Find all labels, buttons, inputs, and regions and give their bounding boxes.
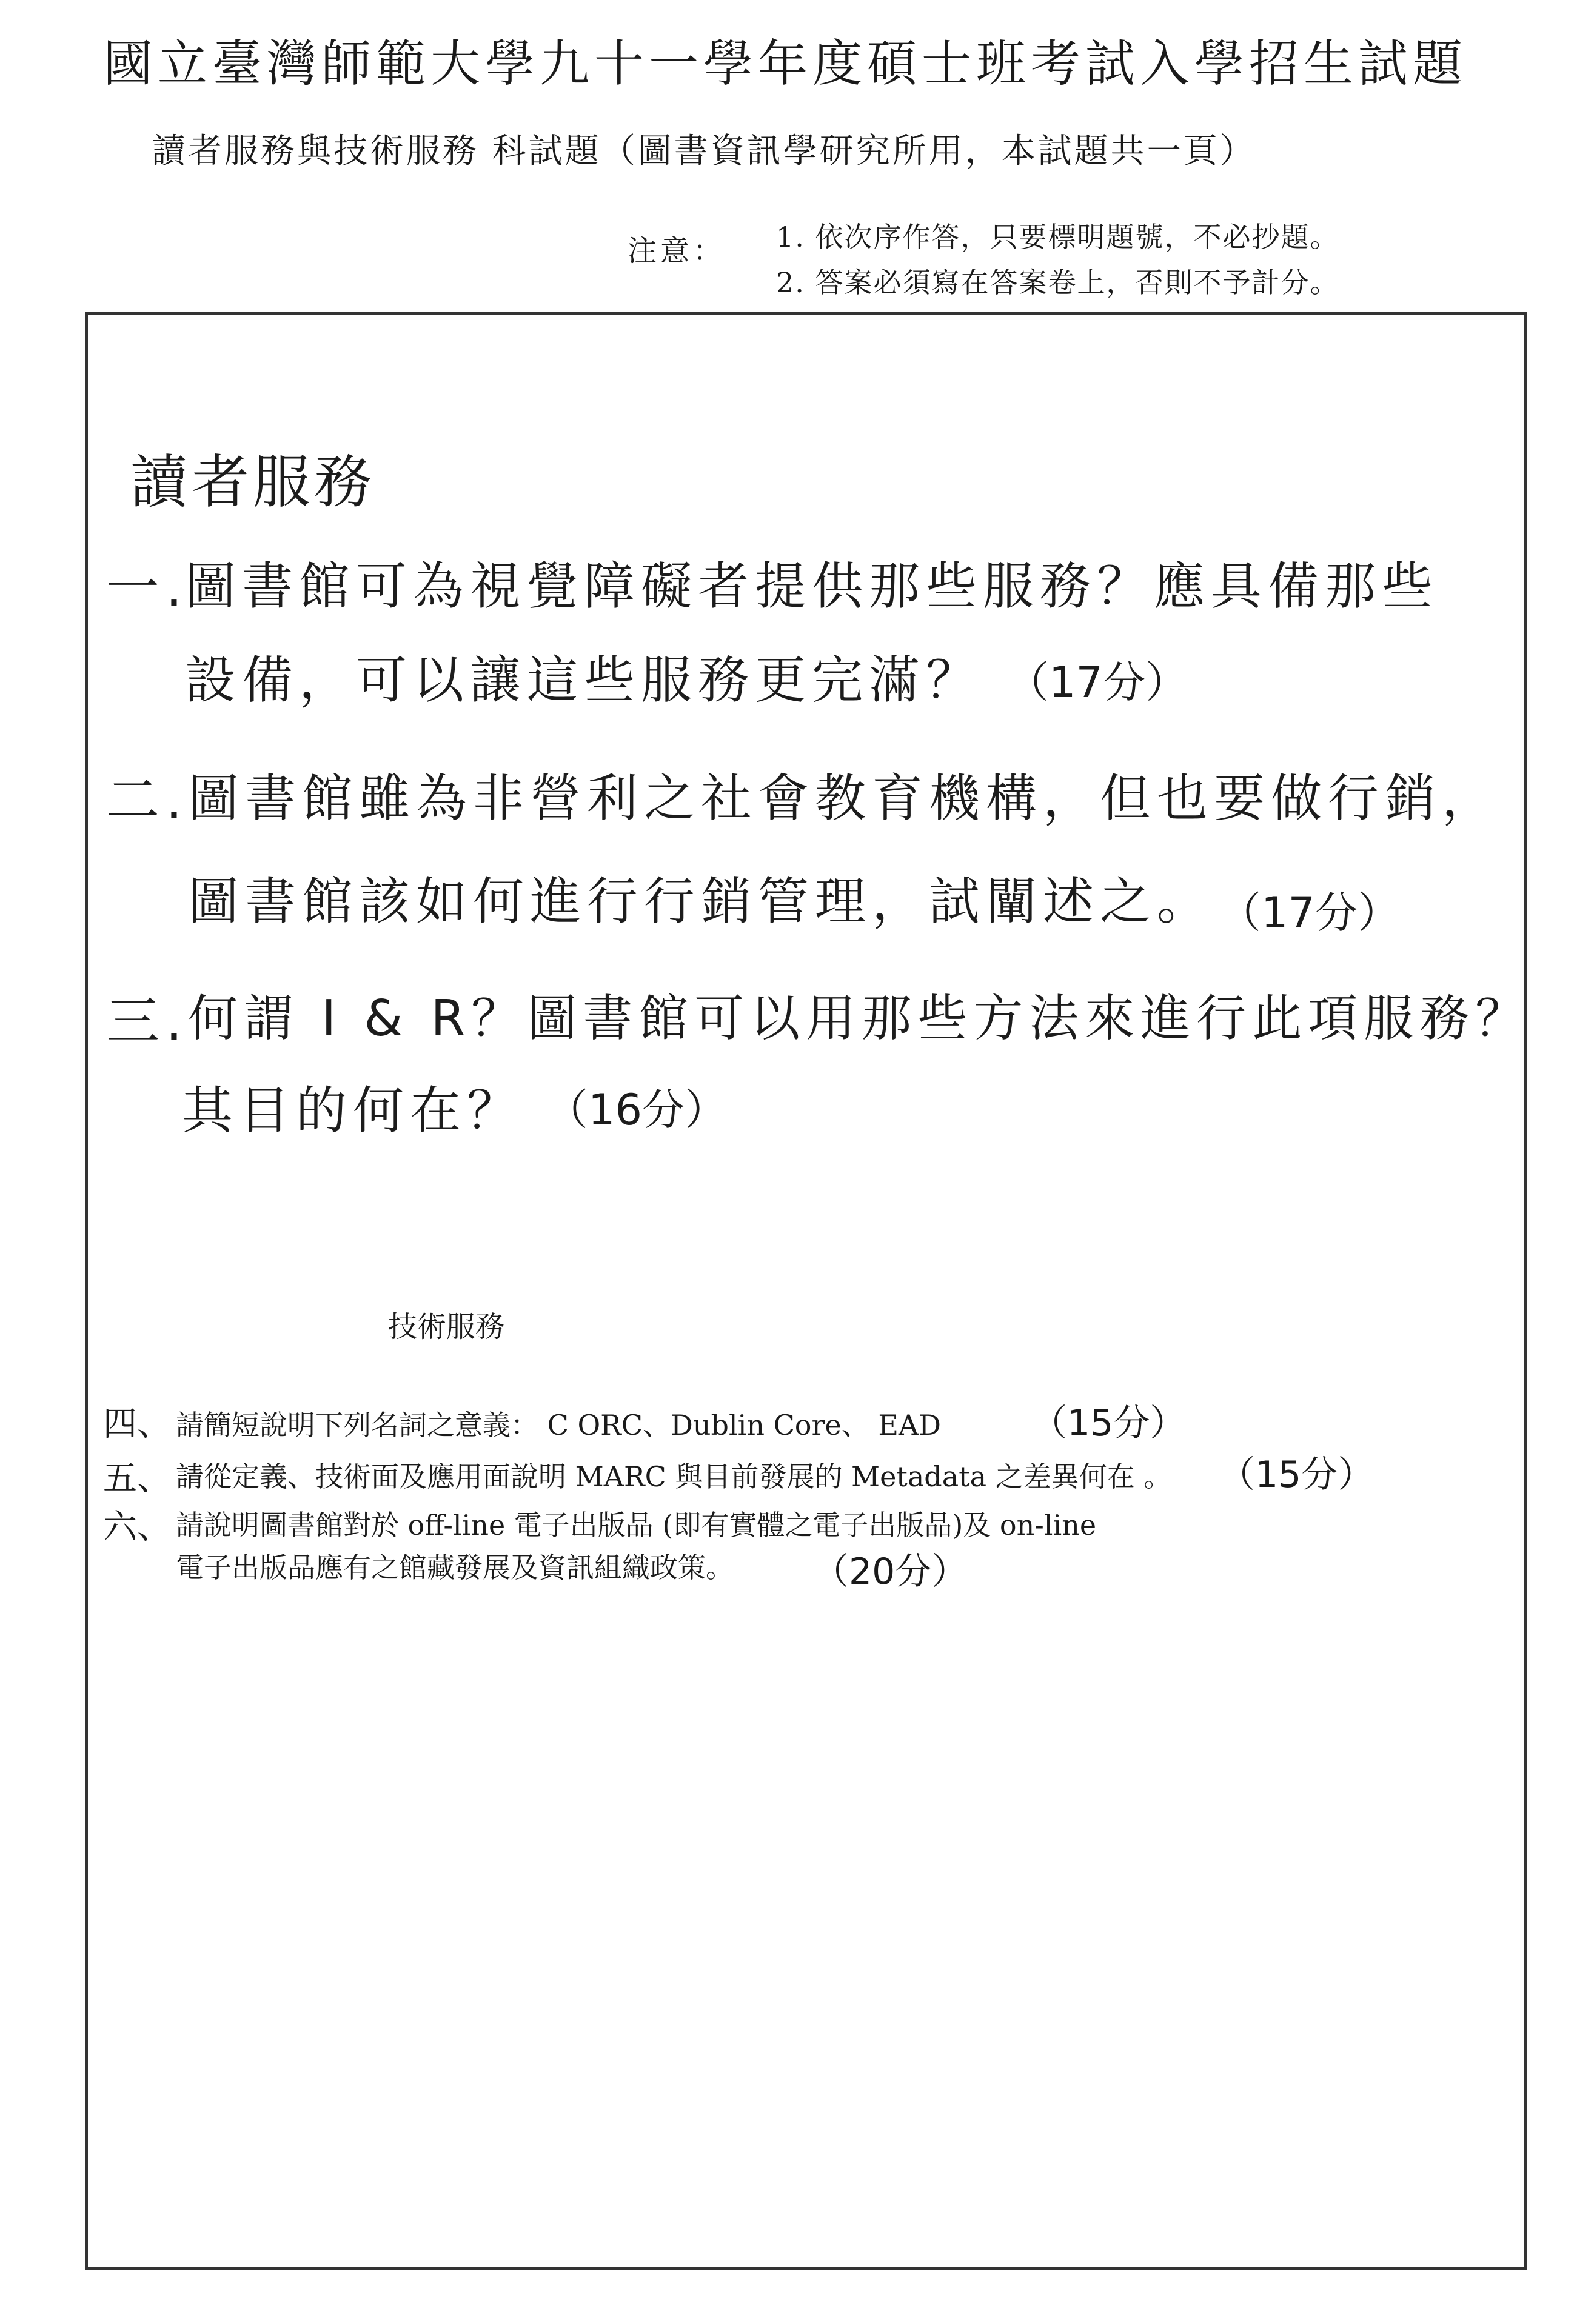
question-3-number: 三. [106, 990, 189, 1052]
question-1-line1: 圖書館可為視覺障礙者提供那些服務？應具備那些 [185, 556, 1439, 616]
question-6-number: 六、 [103, 1508, 171, 1547]
question-4-text: 請簡短說明下列名詞之意義： C ORC、Dublin Core、 EAD [176, 1409, 942, 1441]
question-2-line1: 圖書館雖為非營利之社會教育機構，但也要做行銷， [188, 769, 1499, 828]
question-2-number: 二. [106, 769, 189, 831]
question-6-score: （20分） [812, 1551, 968, 1593]
notice-item-1: 1. 依次序作答，只要標明題號，不必抄題。 [776, 221, 1339, 253]
notice-item-2: 2. 答案必須寫在答案卷上，否則不予計分。 [776, 266, 1339, 299]
exam-title: 國立臺灣師範大學九十一學年度碩士班考試入學招生試題 [103, 35, 1468, 93]
question-5-text: 請從定義、技術面及應用面說明 MARC 與目前發展的 Metadata 之差異何在 。 [176, 1460, 1172, 1493]
question-4-number: 四、 [103, 1404, 171, 1444]
question-1-line2: 設備，可以讓這些服務更完滿？ [185, 650, 983, 710]
question-2-line2: 圖書館該如何進行行銷管理，試闡述之。 [188, 872, 1214, 931]
exam-subtitle: 讀者服務與技術服務 科試題（圖書資訊學研究所用，本試題共一頁） [152, 132, 1256, 171]
question-6-line2: 電子出版品應有之館藏發展及資訊組織政策。 [176, 1551, 734, 1584]
question-5-number: 五、 [103, 1459, 171, 1498]
question-3-line1: 何謂 I & R？圖書館可以用那些方法來進行此項服務？ [188, 990, 1532, 1047]
reader-services-heading: 讀者服務 [130, 449, 376, 516]
question-5-score: （15分） [1219, 1454, 1374, 1496]
notice-label: 注意： [628, 234, 726, 268]
question-4-score: （15分） [1031, 1402, 1187, 1444]
question-6-line1: 請說明圖書館對於 off-line 電子出版品 (即有實體之電子出版品)及 on-line [176, 1509, 1097, 1541]
question-2-score: （17分） [1219, 888, 1401, 938]
question-3-score: （16分） [546, 1085, 728, 1135]
question-3-line2: 其目的何在？ [182, 1081, 524, 1140]
question-1-score: （17分） [1006, 658, 1188, 707]
technical-services-heading: 技術服務 [388, 1310, 505, 1344]
question-1-number: 一. [106, 556, 189, 619]
